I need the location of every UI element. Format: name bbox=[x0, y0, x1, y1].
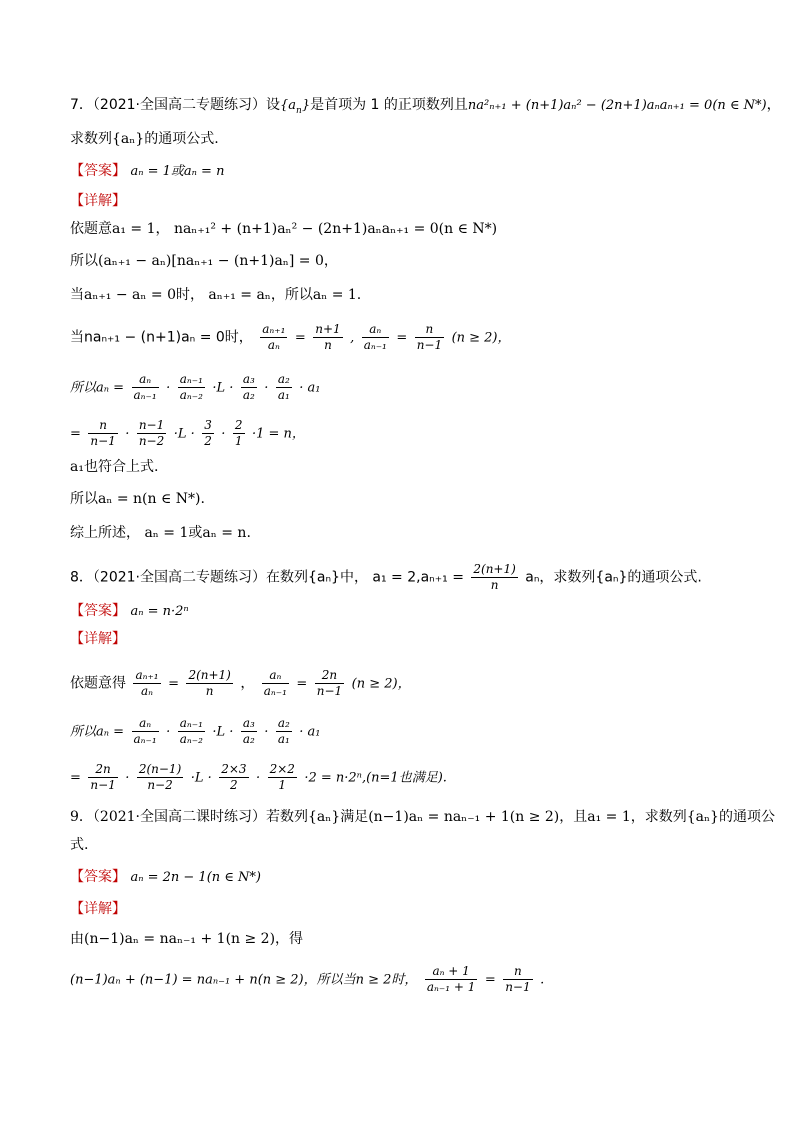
step-condition: (n ≥ 2)， bbox=[451, 330, 511, 346]
problem-7-step-4 bbox=[70, 322, 511, 353]
problem-7-source: 7．（2021·全国高二专题练习）设 bbox=[70, 97, 280, 113]
problem-9-detail-tag bbox=[70, 902, 126, 916]
numerator: a₃ bbox=[242, 372, 255, 386]
ellipsis: ·L · bbox=[173, 426, 195, 442]
denominator: n−1 bbox=[316, 684, 343, 698]
answer-text: aₙ = 2n − 1(n ∈ N*) bbox=[130, 870, 261, 885]
denominator: aₙ bbox=[141, 684, 154, 698]
numerator: 2×2 bbox=[269, 762, 295, 776]
denominator: n−1 bbox=[90, 434, 116, 448]
denominator: aₙ₋₁ bbox=[133, 732, 157, 746]
equals: = bbox=[296, 676, 308, 692]
problem-7-step-1: 依题意a₁ = 1， naₙ₊₁² + (n+1)aₙ² − (2n+1)aₙaₙ₊₁ = 0(n ∈ N*) bbox=[70, 221, 498, 237]
step-text: 所以aₙ = bbox=[70, 724, 125, 740]
fraction bbox=[88, 418, 117, 449]
equals: = bbox=[484, 972, 496, 988]
numerator: 2(n+1) bbox=[188, 668, 231, 682]
fraction bbox=[260, 322, 287, 353]
problem-7-step-8: 所以aₙ = n(n ∈ N*). bbox=[70, 491, 205, 507]
numerator: 2n bbox=[88, 762, 117, 778]
dot: · bbox=[255, 770, 261, 786]
numerator: 2(n+1) bbox=[473, 562, 516, 576]
step-end: ·1 = n， bbox=[251, 426, 305, 442]
numerator: 2 bbox=[234, 418, 243, 432]
detail-tag: 【详解】 bbox=[70, 193, 126, 209]
dot: · bbox=[264, 380, 269, 396]
denominator: 1 bbox=[278, 778, 287, 792]
denominator: aₙ₋₂ bbox=[179, 732, 203, 746]
denominator: n−1 bbox=[416, 338, 443, 352]
answer-tag: 【答案】 bbox=[70, 603, 126, 619]
equals: = bbox=[294, 330, 306, 346]
problem-8-text: 8．（2021·全国高二专题练习）在数列{aₙ}中， a₁ = 2,aₙ₊₁ = bbox=[70, 569, 464, 586]
fraction bbox=[315, 668, 344, 699]
fraction bbox=[202, 418, 214, 449]
denominator: a₁ bbox=[277, 732, 290, 746]
numerator: aₙ₊₁ bbox=[262, 322, 286, 336]
fraction bbox=[133, 668, 160, 699]
denominator: aₙ bbox=[267, 338, 280, 352]
numerator: a₂ bbox=[277, 716, 290, 730]
denominator: aₙ₋₁ bbox=[133, 388, 157, 402]
numerator: n bbox=[503, 964, 532, 980]
numerator: a₃ bbox=[242, 716, 255, 730]
fraction bbox=[88, 762, 117, 793]
dot: · bbox=[264, 724, 269, 740]
fraction bbox=[186, 668, 232, 699]
equals: = bbox=[396, 330, 408, 346]
numerator: 2×3 bbox=[221, 762, 247, 776]
problem-7-step-2: 所以(aₙ₊₁ − aₙ)[naₙ₊₁ − (n+1)aₙ] = 0， bbox=[70, 253, 338, 269]
dot: · bbox=[125, 426, 130, 442]
fraction bbox=[503, 964, 532, 995]
step-end: · a₁ bbox=[299, 724, 321, 740]
numerator: aₙ + 1 bbox=[425, 964, 477, 980]
punctuation: ， bbox=[766, 97, 781, 113]
denominator: n bbox=[205, 684, 214, 698]
answer-tag: 【答案】 bbox=[70, 163, 126, 179]
fraction bbox=[425, 964, 477, 995]
fraction bbox=[137, 418, 166, 449]
fraction bbox=[233, 418, 245, 449]
fraction bbox=[137, 762, 183, 793]
numerator: 2n bbox=[315, 668, 344, 684]
sequence-brace: } bbox=[301, 98, 311, 113]
fraction bbox=[471, 562, 517, 593]
denominator: n bbox=[490, 578, 499, 592]
denominator: aₙ₋₁ bbox=[263, 684, 287, 698]
fraction bbox=[276, 716, 292, 747]
denominator: a₂ bbox=[242, 388, 255, 402]
numerator: aₙ₋₁ bbox=[179, 716, 203, 730]
problem-7-question bbox=[70, 98, 781, 116]
dot: · bbox=[166, 724, 171, 740]
numerator: a₂ bbox=[277, 372, 290, 386]
period: . bbox=[540, 972, 545, 988]
step-end: ·2 = n·2ⁿ,(n=1也满足). bbox=[304, 770, 447, 786]
ellipsis: ·L · bbox=[212, 380, 234, 396]
fraction bbox=[276, 372, 292, 403]
dot: · bbox=[125, 770, 130, 786]
fraction bbox=[268, 762, 297, 793]
numerator: aₙ bbox=[262, 668, 289, 684]
step-text: 所以aₙ = bbox=[70, 380, 125, 396]
detail-tag: 【详解】 bbox=[70, 901, 126, 917]
denominator: n−2 bbox=[138, 434, 165, 448]
problem-9-answer bbox=[70, 870, 261, 884]
problem-7-step-3: 当aₙ₊₁ − aₙ = 0时， aₙ₊₁ = aₙ，所以aₙ = 1. bbox=[70, 287, 362, 303]
step-text: (n−1)aₙ + (n−1) = naₙ₋₁ + n(n ≥ 2)，所以当n ≥ 2时， bbox=[70, 972, 418, 988]
comma: , bbox=[350, 330, 355, 346]
detail-tag: 【详解】 bbox=[70, 631, 126, 647]
numerator: aₙ bbox=[132, 372, 159, 388]
problem-7-question-line2: 求数列{aₙ}的通项公式. bbox=[70, 131, 219, 147]
fraction bbox=[415, 322, 444, 353]
dot: · bbox=[166, 380, 171, 396]
problem-8-answer bbox=[70, 604, 189, 618]
fraction bbox=[313, 322, 342, 353]
denominator: n−1 bbox=[505, 980, 531, 994]
ellipsis: ·L · bbox=[212, 724, 234, 740]
numerator: aₙ bbox=[362, 322, 389, 338]
denominator: n−1 bbox=[90, 778, 116, 792]
denominator: n−2 bbox=[147, 778, 173, 792]
problem-8-step-2 bbox=[70, 716, 321, 747]
numerator: n+1 bbox=[315, 322, 341, 336]
problem-8-step-1 bbox=[70, 668, 411, 699]
equals: = bbox=[70, 426, 81, 442]
ellipsis: ·L · bbox=[190, 770, 212, 786]
denominator: n bbox=[324, 338, 332, 352]
step-text: 当naₙ₊₁ − (n+1)aₙ = 0时， bbox=[70, 329, 253, 346]
problem-9-step-1: 由(n−1)aₙ = naₙ₋₁ + 1(n ≥ 2)，得 bbox=[70, 931, 304, 947]
step-condition: (n ≥ 2)， bbox=[351, 676, 411, 692]
fraction bbox=[362, 322, 389, 353]
problem-7-condition: 是首项为 1 的正项数列且 bbox=[310, 97, 468, 113]
problem-7-answer bbox=[70, 164, 224, 178]
subscript: n bbox=[296, 105, 302, 116]
numerator: n bbox=[415, 322, 444, 338]
denominator: 2 bbox=[204, 434, 212, 448]
fraction bbox=[219, 762, 248, 793]
fraction bbox=[241, 716, 257, 747]
denominator: 1 bbox=[234, 434, 243, 448]
answer-text: aₙ = n·2ⁿ bbox=[130, 604, 189, 619]
problem-9-question: 9．（2021·全国高二课时练习）若数列{aₙ}满足(n−1)aₙ = naₙ₋₁ + 1(n ≥ 2)，且a₁ = 1，求数列{aₙ}的通项公 bbox=[70, 809, 775, 825]
problem-7-step-7: a₁也符合上式. bbox=[70, 459, 159, 475]
fraction bbox=[241, 372, 257, 403]
answer-tag: 【答案】 bbox=[70, 869, 126, 885]
problem-8-question bbox=[70, 562, 702, 593]
step-end: · a₁ bbox=[299, 380, 321, 396]
numerator: aₙ bbox=[132, 716, 159, 732]
problem-7-conclusion: 综上所述， aₙ = 1或aₙ = n. bbox=[70, 525, 251, 541]
sequence-symbol: {a bbox=[280, 98, 297, 113]
problem-8-step-3 bbox=[70, 762, 447, 793]
numerator: 3 bbox=[204, 418, 212, 432]
problem-8-text-end: aₙ，求数列{aₙ}的通项公式. bbox=[525, 569, 702, 586]
problem-8-detail-tag bbox=[70, 632, 126, 646]
denominator: aₙ₋₂ bbox=[179, 388, 203, 402]
problem-9-step-2 bbox=[70, 964, 544, 995]
problem-9-question-line2: 式. bbox=[70, 837, 89, 853]
fraction bbox=[262, 668, 289, 699]
problem-7-step-6 bbox=[70, 418, 305, 449]
denominator: aₙ₋₁ + 1 bbox=[426, 980, 476, 994]
problem-7-detail-tag bbox=[70, 194, 126, 208]
equals: = bbox=[168, 676, 179, 692]
denominator: a₂ bbox=[242, 732, 255, 746]
step-text: 依题意得 bbox=[70, 675, 126, 692]
denominator: 2 bbox=[230, 778, 238, 792]
fraction bbox=[132, 372, 159, 403]
equals: = bbox=[70, 770, 81, 786]
dot: · bbox=[221, 426, 226, 442]
numerator: 2(n−1) bbox=[138, 762, 182, 776]
problem-7-step-5 bbox=[70, 372, 321, 403]
comma: ， bbox=[240, 675, 255, 692]
numerator: n−1 bbox=[138, 418, 165, 432]
fraction bbox=[178, 716, 205, 747]
numerator: aₙ₋₁ bbox=[179, 372, 203, 386]
fraction bbox=[132, 716, 159, 747]
numerator: aₙ₊₁ bbox=[135, 668, 159, 682]
denominator: aₙ₋₁ bbox=[363, 338, 387, 352]
numerator: n bbox=[88, 418, 117, 434]
answer-text: aₙ = 1或aₙ = n bbox=[130, 164, 225, 179]
denominator: a₁ bbox=[277, 388, 290, 402]
fraction bbox=[178, 372, 205, 403]
problem-7-equation: na²ₙ₊₁ + (n+1)aₙ² − (2n+1)aₙaₙ₊₁ = 0(n ∈ N*) bbox=[467, 98, 767, 113]
